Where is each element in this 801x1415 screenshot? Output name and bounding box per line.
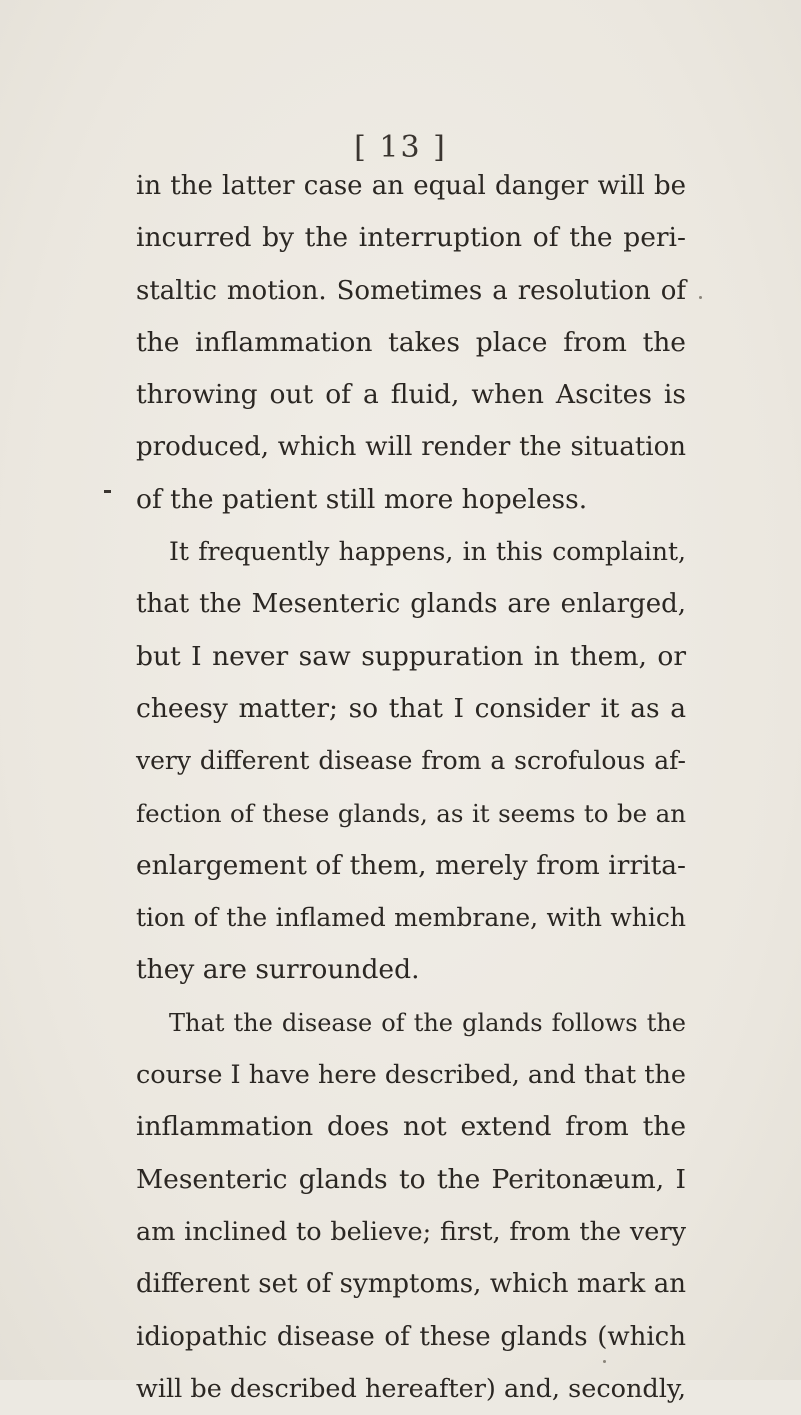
text-line: enlargement of them, merely from irrita-	[136, 849, 686, 881]
page-number: [ 13 ]	[354, 130, 447, 165]
text-line: very different disease from a scrofulous af-	[136, 746, 686, 776]
ink-speck	[699, 296, 702, 299]
text-line: but I never saw suppuration in them, or	[136, 640, 686, 672]
text-line: incurred by the interruption of the peri-	[136, 222, 686, 254]
text-line: am inclined to believe; first, from the very	[136, 1216, 686, 1247]
text-line: will be described hereafter) and, secondly,	[136, 1373, 686, 1404]
text-line: staltic motion. Sometimes a resolution of	[136, 275, 686, 306]
text-line: the inflammation takes place from the	[136, 326, 686, 358]
text-line: different set of symptoms, which mark an	[136, 1269, 686, 1300]
body-text	[136, 160, 686, 1415]
text-line: That the disease of the glands follows the	[169, 1008, 686, 1037]
margin-mark	[104, 490, 111, 493]
text-line: inflammation does not extend from the	[136, 1111, 686, 1143]
text-line: course I have here described, and that the	[136, 1060, 686, 1091]
text-line: Mesenteric glands to the Peritonæum, I	[136, 1163, 686, 1195]
text-line: It frequently happens, in this complaint,	[169, 537, 686, 567]
text-line: of the patient still more hopeless.	[136, 483, 588, 515]
text-line: produced, which will render the situation	[136, 432, 686, 463]
text-line: fection of these glands, as it seems to be an	[136, 798, 686, 828]
text-line: they are surrounded.	[136, 954, 420, 986]
text-line: cheesy matter; so that I consider it as a	[136, 692, 686, 724]
text-line: that the Mesenteric glands are enlarged,	[136, 589, 686, 620]
text-line: idiopathic disease of these glands (which	[136, 1321, 686, 1352]
text-line: in the latter case an equal danger will be	[136, 171, 686, 201]
text-line: tion of the inflamed membrane, with which	[136, 903, 686, 933]
text-line: throwing out of a fluid, when Ascites is	[136, 379, 686, 411]
